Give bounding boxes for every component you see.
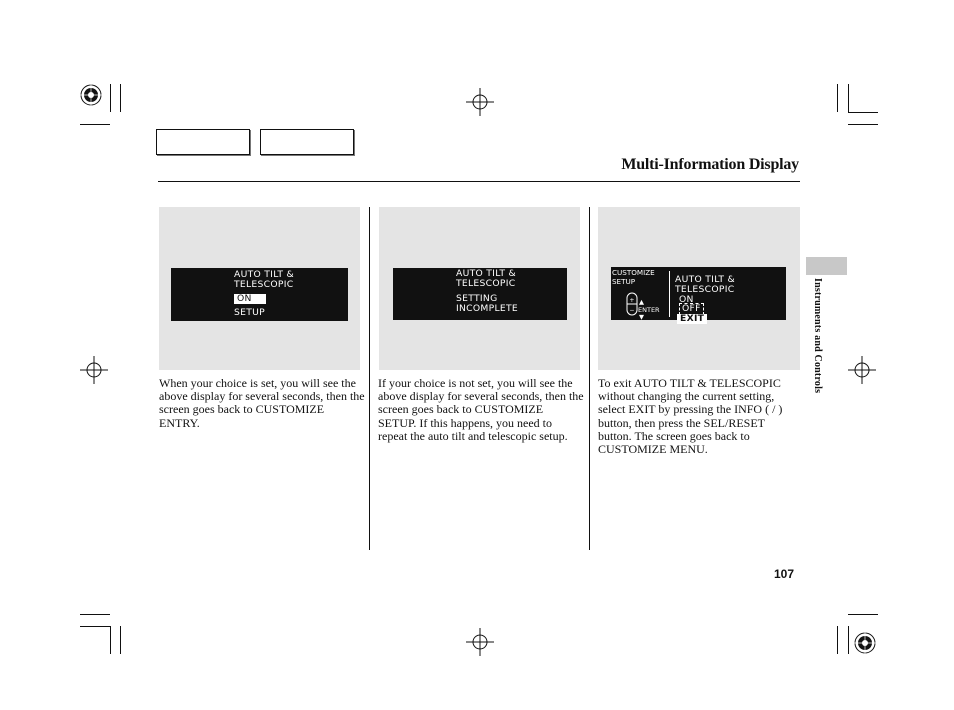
section-label: Instruments and Controls: [812, 278, 823, 394]
lcd-side-label: CUSTOMIZE: [612, 268, 655, 277]
page-title: Multi-Information Display: [621, 156, 799, 173]
crop-mark: [80, 124, 110, 125]
column-divider: [369, 207, 370, 550]
lcd-text: AUTO TILT &: [675, 274, 735, 285]
crop-mark: [837, 84, 838, 112]
target-icon: [78, 82, 108, 112]
crop-mark: [837, 626, 838, 654]
page-number: 107: [774, 567, 795, 581]
target-icon: [852, 630, 882, 660]
crop-mark: [848, 112, 878, 113]
lcd-screen: [393, 268, 567, 320]
lcd-highlight-option: EXIT: [677, 314, 707, 324]
lcd-side-label: SETUP: [612, 277, 636, 286]
triangle-up-icon: ▲: [639, 298, 645, 306]
crop-mark: [120, 626, 121, 654]
lcd-option-selected: OFF: [679, 303, 704, 315]
crosshair-icon: [848, 356, 876, 384]
body-text-column-2: If your choice is not set, you will see the above display for several seconds, then the screen goes back to CUSTOMIZE SETUP. If this happens, you need to repeat the auto tilt and telescopic setup.: [378, 376, 584, 443]
lcd-divider: [669, 271, 670, 317]
crop-mark: [80, 626, 110, 627]
nav-button-contents[interactable]: [156, 129, 250, 155]
display-illustration-2: [379, 207, 580, 370]
svg-text:+: +: [629, 297, 635, 304]
lcd-text: AUTO TILT &: [456, 268, 516, 279]
crop-mark: [120, 84, 121, 112]
section-tab[interactable]: [806, 257, 847, 275]
lcd-text: SETUP: [234, 307, 266, 318]
body-text-column-3: To exit AUTO TILT & TELESCOPIC without changing the current setting, select EXIT by pressing the INFO ( / ) button, then press the SEL/RESET button. The screen goes back to CUSTOMIZE MENU.: [598, 376, 783, 457]
lcd-screen: [171, 268, 348, 321]
lcd-text: AUTO TILT &: [234, 269, 294, 280]
crop-mark: [80, 614, 110, 615]
lcd-enter-label: ENTER: [638, 306, 660, 314]
crop-mark: [848, 124, 878, 125]
crosshair-icon: [466, 628, 494, 656]
lcd-text: TELESCOPIC: [234, 279, 294, 290]
triangle-down-icon: ▼: [639, 313, 645, 321]
header-rule: [158, 181, 800, 182]
crop-mark: [848, 626, 849, 654]
crop-mark: [848, 84, 849, 112]
lcd-text: TELESCOPIC: [675, 284, 735, 295]
crop-mark: [110, 626, 111, 654]
lcd-screen: [611, 267, 786, 324]
nav-button-index[interactable]: [260, 129, 354, 155]
crop-mark: [848, 614, 878, 615]
display-illustration-3: [598, 207, 800, 370]
column-divider: [589, 207, 590, 550]
display-illustration-1: [159, 207, 360, 370]
svg-text:−: −: [629, 307, 635, 314]
lcd-text: TELESCOPIC: [456, 278, 516, 289]
crop-mark: [110, 84, 111, 112]
lcd-text: SETTING: [456, 293, 498, 304]
body-text-column-1: When your choice is set, you will see the above display for several seconds, then the screen goes back to CUSTOMIZE ENTRY.: [159, 376, 365, 430]
crosshair-icon: [80, 356, 108, 384]
lcd-option: ON: [679, 294, 694, 305]
lcd-text: INCOMPLETE: [456, 303, 519, 314]
crosshair-icon: [466, 88, 494, 116]
lcd-highlight-option: ON: [234, 294, 266, 304]
